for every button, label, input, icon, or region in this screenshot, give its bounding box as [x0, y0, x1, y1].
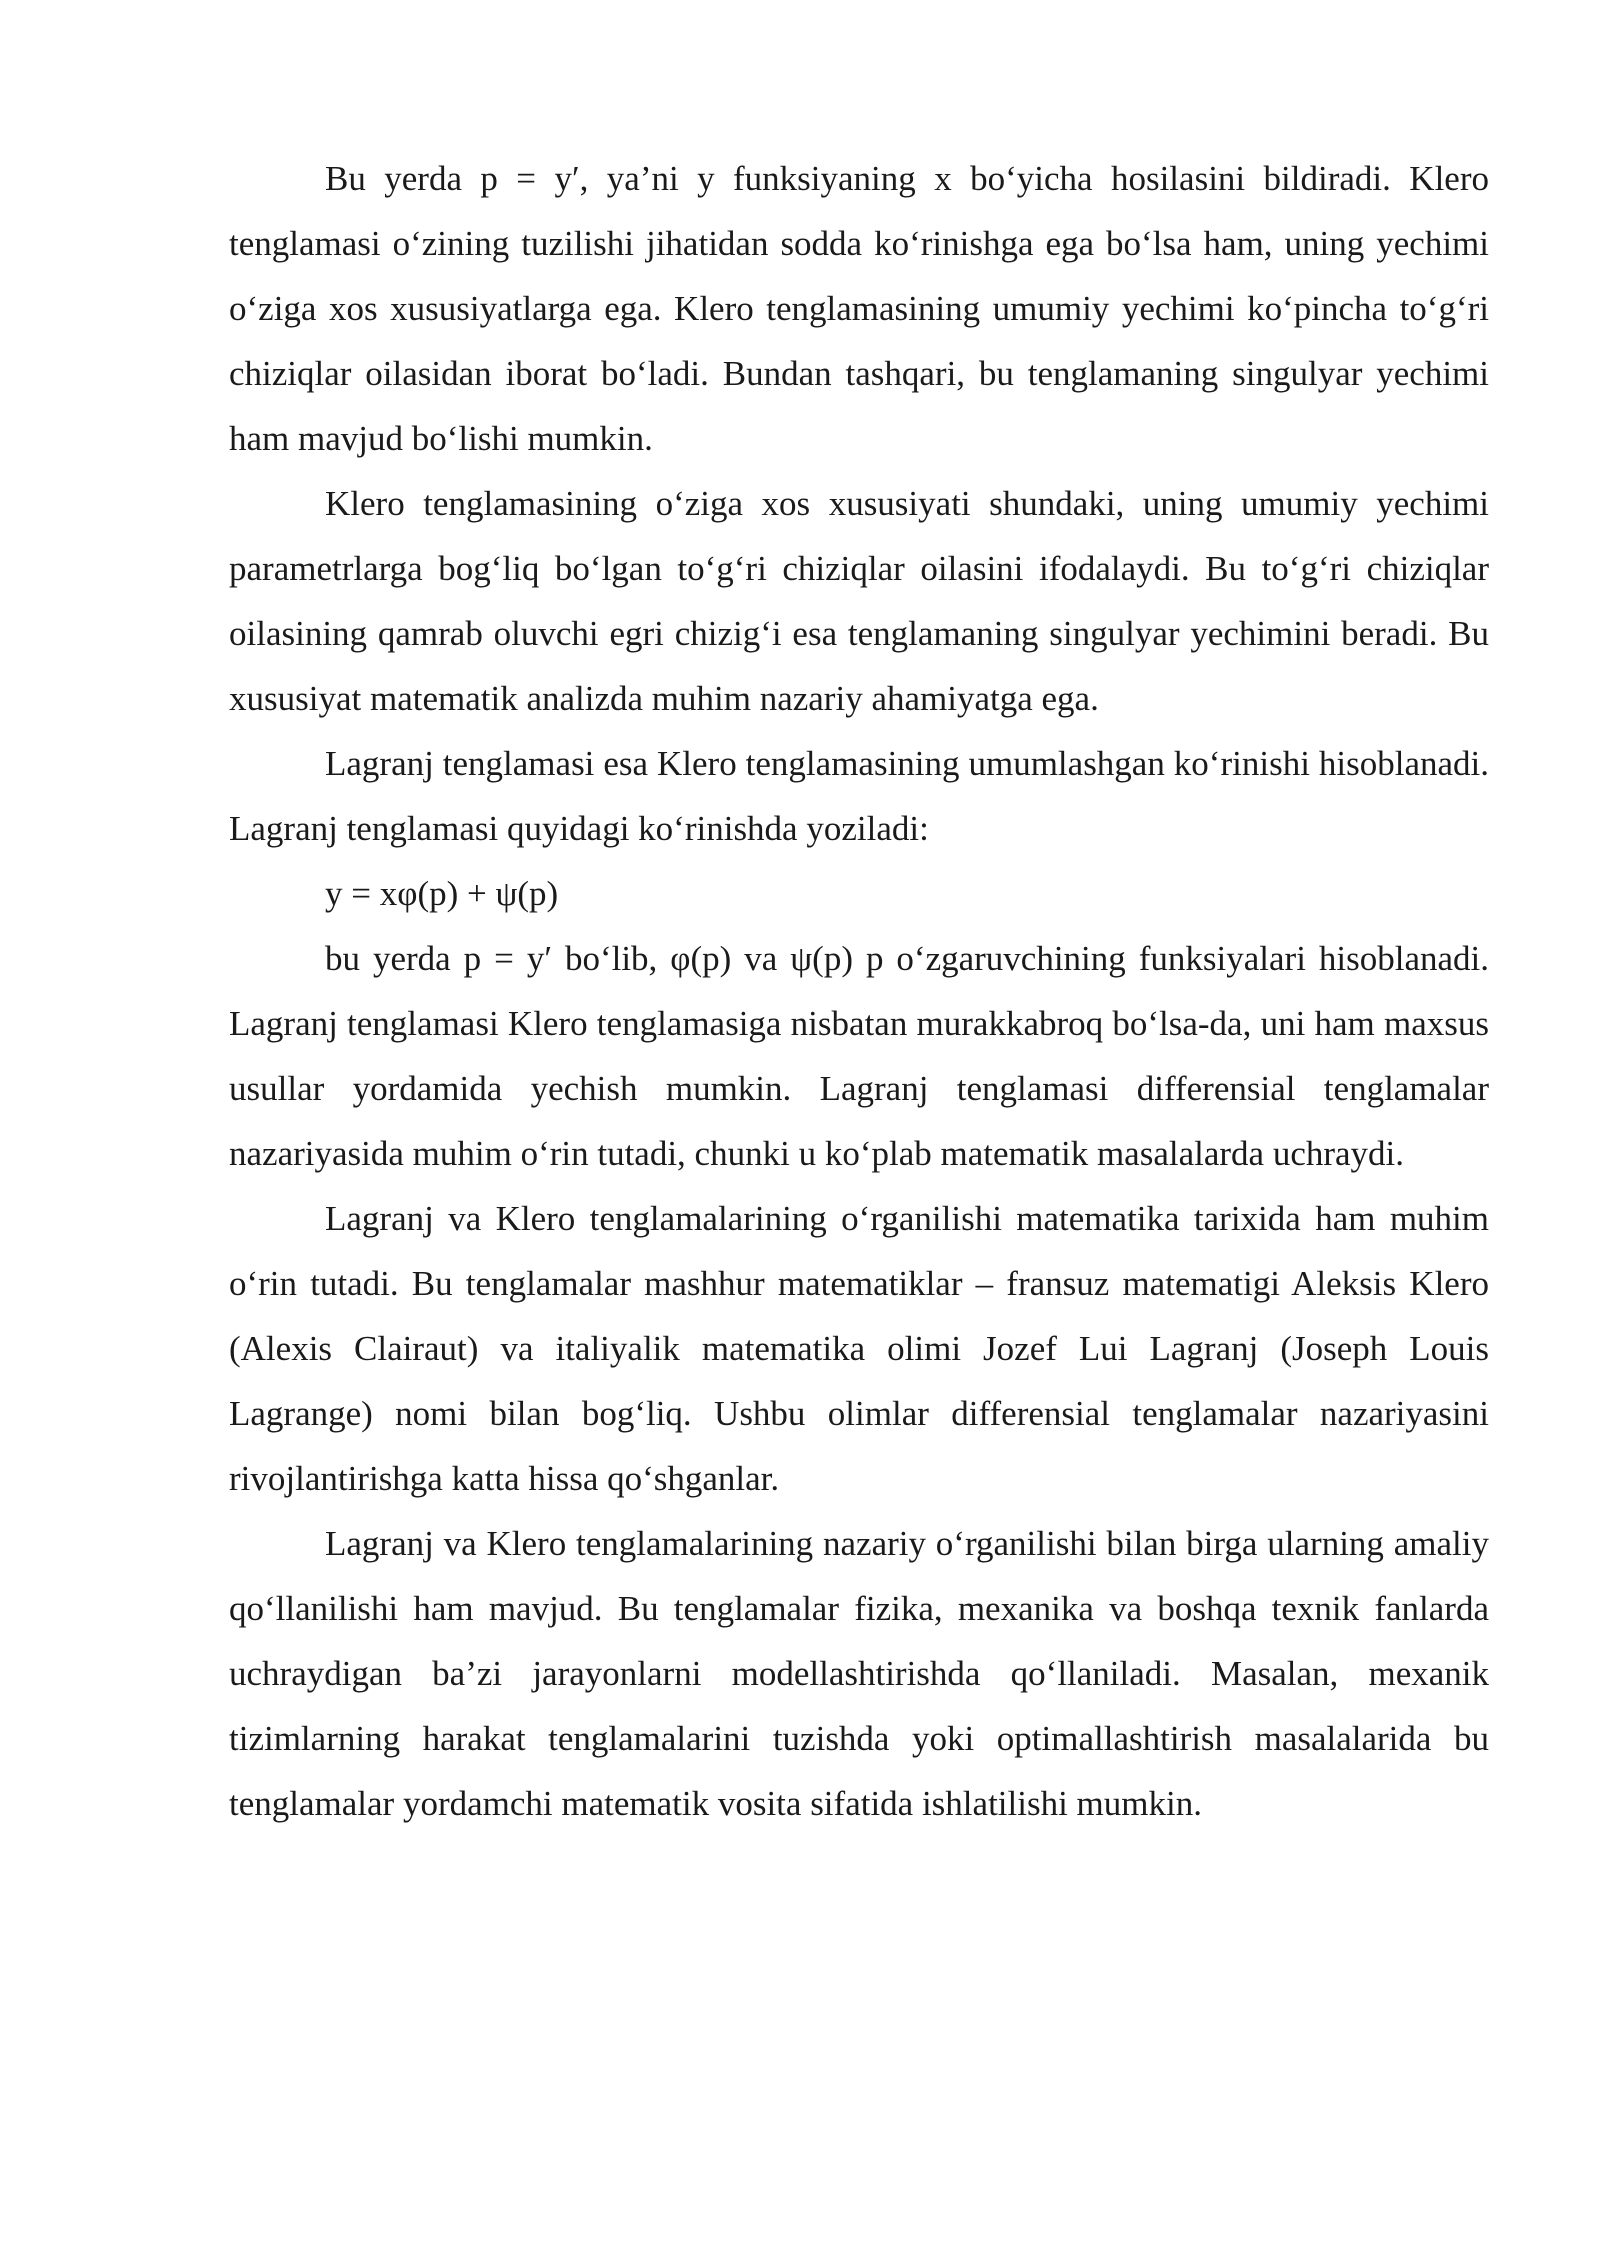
paragraph-clairaut-definition: Bu yerda p = y′, ya’ni y funksiyaning x bo‘yicha hosilasini bildiradi. Klero tenglamasi o‘zining tuzilishi jihatidan sodda ko‘rinishga ega bo‘lsa ham, uning yechimi o‘ziga xos xususiyatlarga ega. Klero tenglamasining umumiy yechimi ko‘pincha to‘g‘ri chiziqlar oilasidan iborat bo‘ladi. Bundan tashqari, bu tenglamaning singulyar yechimi ham mavjud bo‘lishi mumkin.	[229, 159, 1489, 458]
paragraph-lagrange-explanation: bu yerda p = y′ bo‘lib, φ(p) va ψ(p) p o‘zgaruvchining funksiyalari hisoblanadi. Lagranj tenglamasi Klero tenglamasiga nisbatan murakkabroq bo‘lsa-da, uni ham maxsus usullar yordamida yechish mumkin. Lagranj tenglamasi differensial tenglamalar nazariyasida muhim o‘rin tutadi, chunki u ko‘plab matematik masalalarda uchraydi.	[229, 939, 1489, 1173]
document-page	[229, 146, 1489, 1836]
paragraph-applications: Lagranj va Klero tenglamalarining nazariy o‘rganilishi bilan birga ularning amaliy qo‘llanilishi ham mavjud. Bu tenglamalar fizika, mexanika va boshqa texnik fanlarda uchraydigan ba’zi jarayonlarni modellashtirishda qo‘llaniladi. Masalan, mexanik tizimlarning harakat tenglamalarini tuzishda yoki optimallashtirish masalalarida bu tenglamalar yordamchi matematik vosita sifatida ishlatilishi mumkin.	[229, 1524, 1489, 1823]
paragraph-clairaut-property: Klero tenglamasining o‘ziga xos xususiyati shundaki, uning umumiy yechimi parametrlarga bog‘liq bo‘lgan to‘g‘ri chiziqlar oilasini ifodalaydi. Bu to‘g‘ri chiziqlar oilasining qamrab oluvchi egri chizig‘i esa tenglamaning singulyar yechimini beradi. Bu xususiyat matematik analizda muhim nazariy ahamiyatga ega.	[229, 484, 1489, 718]
lagrange-formula: y = xφ(p) + ψ(p)	[325, 874, 559, 913]
paragraph-lagrange-intro: Lagranj tenglamasi esa Klero tenglamasining umumlashgan ko‘rinishi hisoblanadi. Lagranj tenglamasi quyidagi ko‘rinishda yoziladi:	[229, 744, 1489, 848]
paragraph-history: Lagranj va Klero tenglamalarining o‘rganilishi matematika tarixida ham muhim o‘rin tutadi. Bu tenglamalar mashhur matematiklar – fransuz matematigi Aleksis Klero (Alexis Clairaut) va italiyalik matematika olimi Jozef Lui Lagranj (Joseph Louis Lagrange) nomi bilan bog‘liq. Ushbu olimlar differensial tenglamalar nazariyasini rivojlantirishga katta hissa qo‘shganlar.	[229, 1199, 1489, 1498]
